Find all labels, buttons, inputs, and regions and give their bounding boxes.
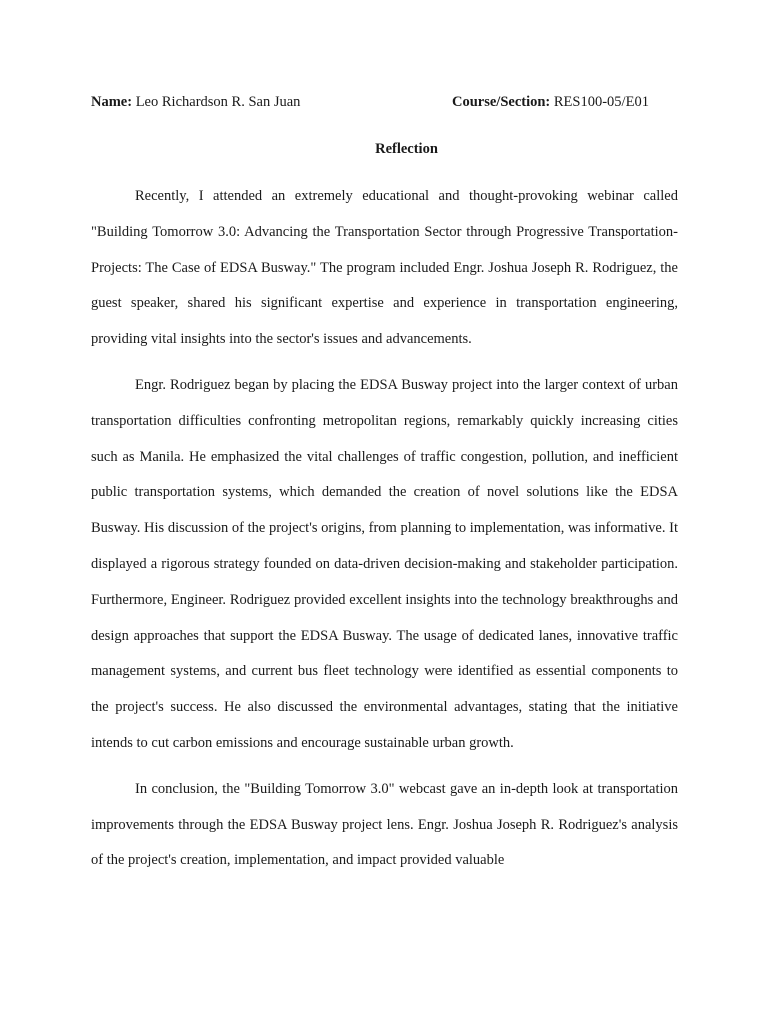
course-value: RES100-05/E01: [553, 94, 649, 110]
name-value: Leo Richardson R. San Juan: [135, 94, 301, 110]
course-section: [452, 92, 649, 112]
student-name: [91, 92, 300, 112]
name-label: Name:: [91, 94, 133, 110]
course-label: Course/Section:: [452, 94, 551, 110]
paragraph-intro: Recently, I attended an extremely educational and thought-provoking webinar called "Building Tomorrow 3.0: Advancing the Transportation Sector through Progressive Transportation-Projects: The Case of EDSA Busway." The program included Engr. Joshua Joseph R. Rodriguez, the guest speaker, shared his significant expertise and experience in transportation engineering, providing vital insights into the sector's issues and advancements.: [91, 188, 678, 348]
paragraph-conclusion: In conclusion, the "Building Tomorrow 3.0" webcast gave an in-depth look at transportation improvements through the EDSA Busway project lens. Engr. Joshua Joseph R. Rodriguez's analysis of the project's creation, implementation, and impact provided valuable: [91, 780, 678, 869]
document-body: [91, 179, 678, 889]
document-header: [91, 92, 681, 112]
paragraph-discussion: Engr. Rodriguez began by placing the EDSA Busway project into the larger context of urban transportation difficulties confronting metropolitan regions, remarkably quickly increasing cities such as Manila. He emphasized the vital challenges of traffic congestion, pollution, and inefficient public transportation systems, which demanded the creation of novel solutions like the EDSA Busway. His discussion of the project's origins, from planning to implementation, was informative. It displayed a rigorous strategy founded on data-driven decision-making and stakeholder participation. Furthermore, Engineer. Rodriguez provided excellent insights into the technology breakthroughs and design approaches that support the EDSA Busway. The usage of dedicated lanes, innovative traffic management systems, and current bus fleet technology were identified as essential components to the project's success. He also discussed the environmental advantages, stating that the initiative intends to cut carbon emissions and encourage sustainable urban growth.: [91, 376, 678, 751]
document-title: Reflection: [375, 141, 438, 157]
